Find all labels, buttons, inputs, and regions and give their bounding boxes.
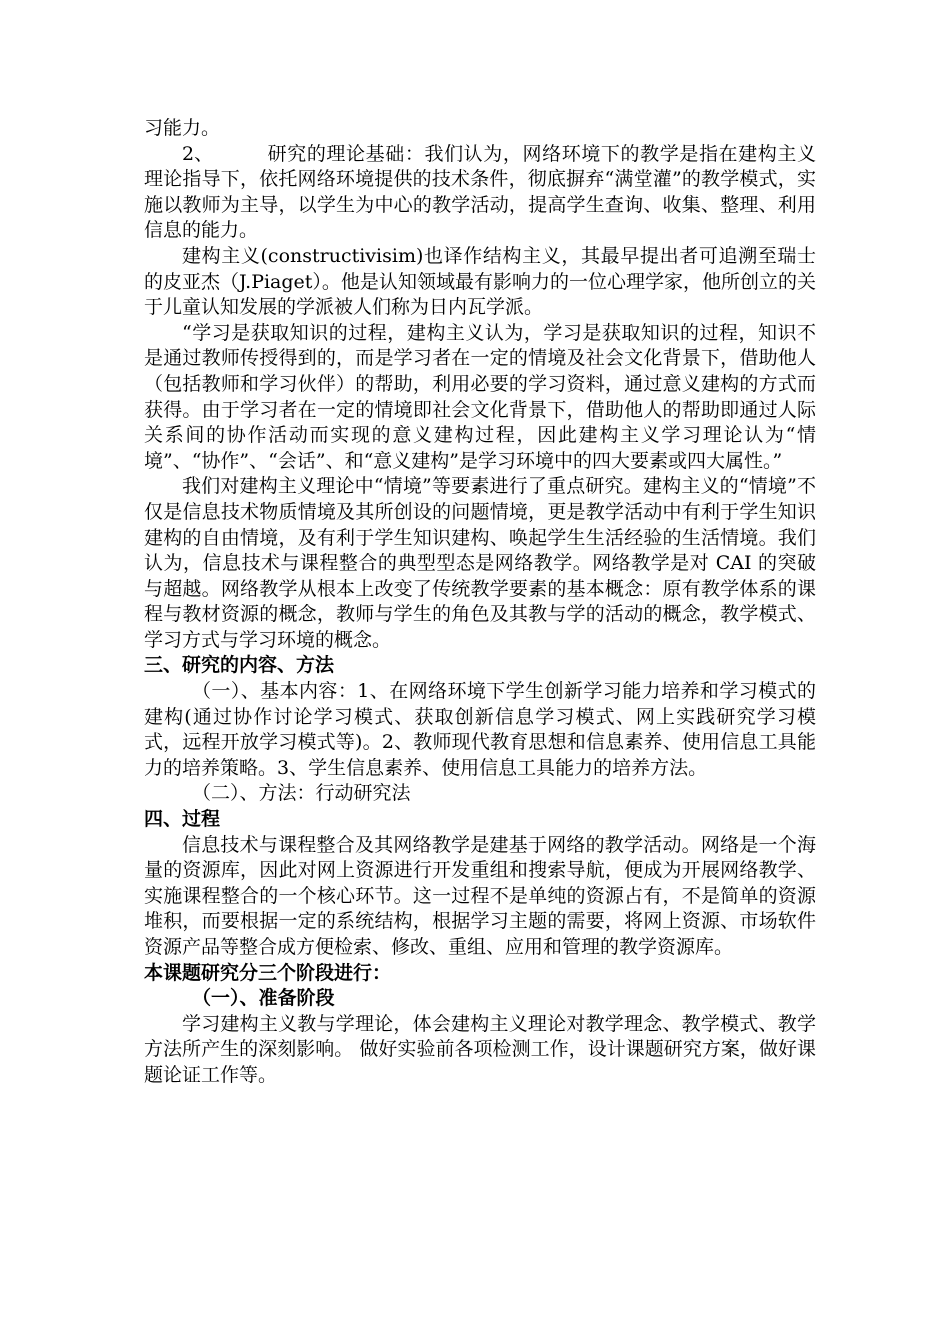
paragraph-theory-basis-text: 研究的理论基础：我们认为，网络环境下的教学是指在建构主义理论指导下，依托网络环境提供的技术条件，彻底摒弃“满堂灌”的教学模式，实施以教师为主导，以学生为中心的教学活动，提高学生查询、收集、整理、利用信息的能力。 (144, 142, 816, 242)
paragraph-preparation: 学习建构主义教与学理论，体会建构主义理论对教学理念、教学模式、教学方法所产生的深刻影响。 做好实验前各项检测工作，设计课题研究方案，做好课题论证工作等。 (144, 1012, 816, 1086)
document-page (144, 116, 816, 1089)
paragraph-continuation: 习能力。 (144, 117, 221, 139)
section-heading-content-method: 三、研究的内容、方法 (144, 654, 335, 677)
paragraph-process: 信息技术与课程整合及其网络教学是建基于网络的教学活动。网络是一个海量的资源库，因此对网上资源进行开发重组和搜索导航，便成为开展网络教学、实施课程整合的一个核心环节。这一过程不是单纯的资源占有，不是简单的资源堆积，而要根据一定的系统结构，根据学习主题的需要，将网上资源、市场软件资源产品等整合成方便检索、修改、重组、应用和管理的教学资源库。 (144, 833, 816, 958)
paragraph-theory-basis (144, 142, 816, 244)
list-number: 2、 (182, 142, 214, 165)
paragraph-constructivism: 建构主义(constructivisim)也译作结构主义，其最早提出者可追溯至瑞士的皮亚杰（J.Piaget）。他是认知领域最有影响力的一位心理学家，他所创立的关于儿童认知发展的学派被人们称为日内瓦学派。 (144, 244, 816, 319)
stages-heading: 本课题研究分三个阶段进行： (144, 961, 392, 984)
paragraph-method: （二）、方法：行动研究法 (192, 782, 411, 805)
paragraph-basic-content: （一）、基本内容：1、在网络环境下学生创新学习能力培养和学习模式的建构(通过协作讨论学习模式、获取创新信息学习模式、网上实践研究学习模式，远程开放学习模式等)。2、教师现代教育思想和信息素养、使用信息工具能力的培养策略。3、学生信息素养、使用信息工具能力的培养方法。 (144, 680, 816, 779)
paragraph-situation: 我们对建构主义理论中“情境”等要素进行了重点研究。建构主义的“情境”不仅是信息技术物质情境及其所创设的问题情境，更是教学活动中有利于学生知识建构的自由情境，及有利于学生知识建构、唤起学生生活经验的生活情境。我们认为，信息技术与课程整合的典型型态是网络教学。网络教学是对 CAI 的突破与超越。网络教学从根本上改变了传统教学要素的基本概念：原有教学体系的课程与教材资源的概念，教师与学生的角色及其教与学的活动的概念，教学模式、学习方式与学习环境的概念。 (144, 475, 816, 651)
section-heading-process: 四、过程 (144, 808, 221, 831)
stage-heading-preparation: （一）、准备阶段 (192, 987, 335, 1010)
paragraph-quote: “学习是获取知识的过程，建构主义认为，学习是获取知识的过程，知识不是通过教师传授得到的，而是学习者在一定的情境及社会文化背景下，借助他人（包括教师和学习伙伴）的帮助，利用必要的学习资料，通过意义建构的方式而获得。由于学习者在一定的情境即社会文化背景下，借助他人的帮助即通过人际关系间的协作活动而实现的意义建构过程，因此建构主义学习理论认为“情境”、“协作”、“会话”、和“意义建构”是学习环境中的四大要素或四大属性。” (144, 321, 816, 472)
